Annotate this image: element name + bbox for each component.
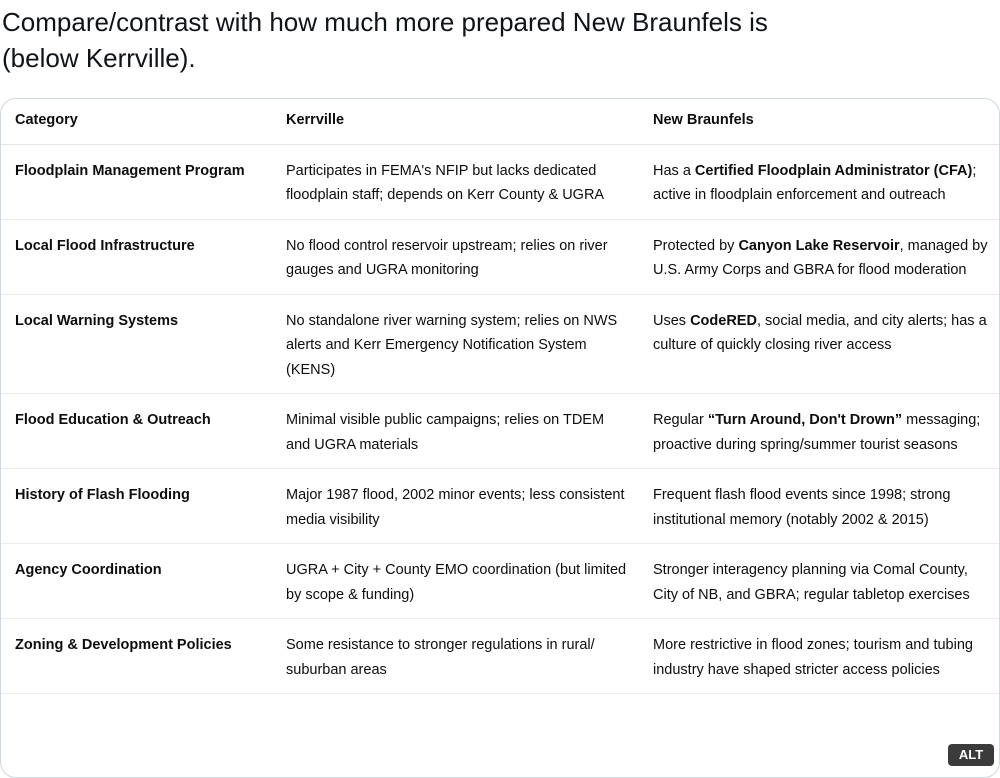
row-category: Floodplain Management Program xyxy=(1,144,272,219)
row-kerrville: Minimal visible public campaigns; relies on TDEM and UGRA materials xyxy=(272,394,639,469)
row-new-braunfels xyxy=(639,394,999,469)
header-category: Category xyxy=(1,99,272,144)
attached-image[interactable] xyxy=(0,98,1000,778)
row-category: Local Flood Infrastructure xyxy=(1,219,272,294)
nb-highlight: “Turn Around, Don't Drown” xyxy=(707,412,903,428)
table-header-row xyxy=(1,99,999,144)
nb-text: Has a xyxy=(653,162,695,179)
nb-text: Uses xyxy=(653,312,691,329)
row-kerrville: Participates in FEMA's NFIP but lacks dedicated floodplain staff; depends on Kerr County & UGRA xyxy=(272,144,639,219)
nb-highlight: Canyon Lake Reservoir xyxy=(738,237,900,254)
table-row xyxy=(1,219,999,294)
header-new-braunfels: New Braunfels xyxy=(639,99,999,144)
row-category: History of Flash Flooding xyxy=(1,469,272,544)
row-new-braunfels xyxy=(639,294,999,394)
table-row xyxy=(1,469,999,544)
nb-text: More restrictive in flood zones; tourism and tubing industry have shaped stricter access policies xyxy=(653,637,973,678)
nb-text: Protected by xyxy=(653,237,739,254)
row-kerrville: Some resistance to stronger regulations in rural/ suburban areas xyxy=(272,619,639,694)
row-kerrville: No flood control reservoir upstream; relies on river gauges and UGRA monitoring xyxy=(272,219,639,294)
table-row xyxy=(1,394,999,469)
row-new-braunfels xyxy=(639,544,999,619)
nb-highlight: CodeRED xyxy=(690,312,757,329)
row-kerrville: Major 1987 flood, 2002 minor events; less consistent media visibility xyxy=(272,469,639,544)
nb-text: , social media, and city alerts; has a culture of quickly closing river access xyxy=(653,312,987,353)
table-row xyxy=(1,544,999,619)
row-category: Zoning & Development Policies xyxy=(1,619,272,694)
nb-text: Regular xyxy=(653,412,708,428)
nb-text: Frequent flash flood events since 1998; strong institutional memory (notably 2002 & 2015) xyxy=(653,487,951,528)
row-category: Flood Education & Outreach xyxy=(1,394,272,469)
row-new-braunfels xyxy=(639,619,999,694)
row-category: Local Warning Systems xyxy=(1,294,272,394)
comparison-table xyxy=(1,99,999,694)
row-category: Agency Coordination xyxy=(1,544,272,619)
nb-text: Stronger interagency planning via Comal County, City of NB, and GBRA; regular tabletop exercises xyxy=(653,562,970,603)
table-row xyxy=(1,294,999,394)
post-text-line-2: (below Kerrville). xyxy=(2,43,196,73)
nb-highlight: Certified Floodplain Administrator (CFA) xyxy=(694,162,973,179)
nb-text: , managed by U.S. Army Corps and GBRA for flood moderation xyxy=(653,237,988,278)
row-new-braunfels xyxy=(639,144,999,219)
row-kerrville: UGRA + City + County EMO coordination (but limited by scope & funding) xyxy=(272,544,639,619)
table-row xyxy=(1,144,999,219)
row-new-braunfels xyxy=(639,219,999,294)
nb-text: ; active in floodplain enforcement and outreach xyxy=(653,162,977,203)
row-kerrville: No standalone river warning system; relies on NWS alerts and Kerr Emergency Notification System (KENS) xyxy=(272,294,639,394)
table-row xyxy=(1,619,999,694)
header-kerrville: Kerrville xyxy=(272,99,639,144)
alt-text-badge[interactable]: ALT xyxy=(948,744,994,766)
post-text xyxy=(0,4,1000,76)
nb-text: messaging; proactive during spring/summer tourist seasons xyxy=(653,412,981,453)
post-text-line-1: Compare/contrast with how much more prepared New Braunfels is xyxy=(2,7,768,37)
row-new-braunfels xyxy=(639,469,999,544)
